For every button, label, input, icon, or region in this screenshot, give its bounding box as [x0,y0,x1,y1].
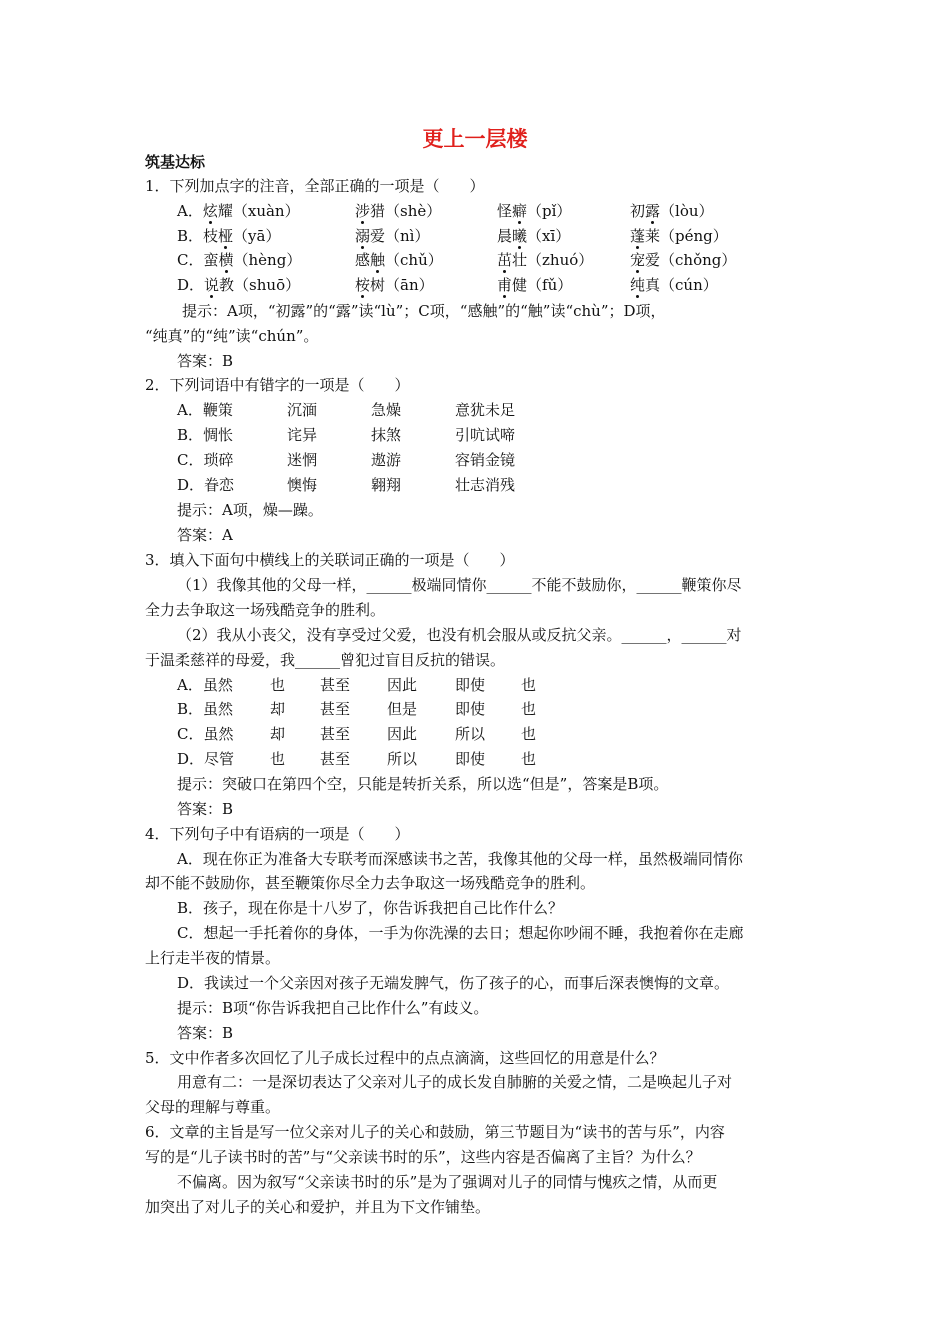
option-cell: 即使 [455,750,486,768]
question-5-answer-cont: 父母的理解与尊重。 [145,1098,281,1116]
question-1-answer: 答案：B [177,352,234,370]
question-4-option-b: B．孩子，现在你是十八岁了，你告诉我把自己比作什么？ [177,899,564,917]
question-3-stem: 3．填入下面句中横线上的关联词正确的一项是（ ） [145,551,515,569]
option-cell: D．尽管 [177,750,235,768]
option-d-1: D．说教（shuō） [177,276,301,294]
option-cell: 诧异 [287,426,318,444]
option-cell: 甚至 [320,750,351,768]
option-cell: 意犹未足 [455,401,516,419]
question-2-answer: 答案：A [177,526,233,544]
option-cell: C．虽然 [177,725,234,743]
option-c-3: 茁壮（zhuó） [497,251,594,269]
question-4-answer: 答案：B [177,1024,234,1042]
option-cell: 也 [521,700,537,718]
option-cell: 急燥 [371,401,402,419]
option-cell: D．眷恋 [177,476,235,494]
option-cell: C．琐碎 [177,451,234,469]
option-cell: 却 [270,725,286,743]
option-d-4: 纯真（cún） [630,276,718,294]
option-a-1: A．炫耀（xuàn） [177,202,300,220]
option-b-1: B．枝桠（yā） [177,227,281,245]
option-cell: 甚至 [320,700,351,718]
question-6-answer: 不偏离。因为叙写“父亲读书时的乐”是为了强调对儿子的同情与愧疚之情，从而更 [177,1173,718,1191]
option-cell: 所以 [455,725,486,743]
option-cell: 因此 [387,676,418,694]
option-cell: 甚至 [320,676,351,694]
option-cell: 壮志消残 [455,476,516,494]
question-4-option-a: A．现在你正为准备大专联考而深感读书之苦，我像其他的父母一样，虽然极端同情你 [177,850,743,868]
option-c-2: 感触（chǔ） [355,251,443,269]
option-cell: 遨游 [371,451,402,469]
question-4-stem: 4．下列句子中有语病的一项是（ ） [145,825,410,843]
option-d-3: 甫健（fǔ） [497,276,573,294]
option-a-4: 初露（lòu） [630,202,714,220]
question-1-stem: 1．下列加点字的注音，全部正确的一项是（ ） [145,177,485,195]
question-3-sentence-2-cont: 于温柔慈祥的母爱，我______曾犯过盲目反抗的错误。 [145,651,506,669]
option-a-3: 怪癖（pǐ） [497,202,572,220]
option-b-3: 晨曦（xī） [497,227,571,245]
question-1-hint-cont: “纯真”的“纯”读“chún”。 [145,327,319,345]
option-cell: 也 [521,676,537,694]
question-4-option-c-cont: 上行走半夜的情景。 [145,949,281,967]
question-6-answer-cont: 加突出了对儿子的关心和爱护，并且为下文作铺垫。 [145,1198,491,1216]
option-cell: B．惆怅 [177,426,234,444]
option-b-4: 蓬莱（péng） [630,227,728,245]
option-c-1: C．蛮横（hèng） [177,251,302,269]
option-b-2: 溺爱（nì） [355,227,430,245]
question-3-sentence-1: （1）我像其他的父母一样，______极端同情你______不能不鼓励你，______鞭策你尽 [177,576,742,594]
question-4-option-a-cont: 却不能不鼓励你，甚至鞭策你尽全力去争取这一场残酷竞争的胜利。 [145,874,596,892]
option-cell: 也 [270,750,286,768]
question-2-hint: 提示：A项，燥—躁。 [177,501,323,519]
question-3-sentence-2: （2）我从小丧父，没有享受过父爱，也没有机会服从或反抗父亲。______，______对 [177,626,742,644]
option-cell: 容销金镜 [455,451,516,469]
option-cell: 即使 [455,700,486,718]
option-cell: 迷惘 [287,451,318,469]
option-cell: 但是 [387,700,418,718]
question-5-stem: 5．文中作者多次回忆了儿子成长过程中的点点滴滴，这些回忆的用意是什么？ [145,1049,665,1067]
question-4-option-d: D．我读过一个父亲因对孩子无端发脾气，伤了孩子的心，而事后深表懊悔的文章。 [177,974,730,992]
option-cell: 抹煞 [371,426,402,444]
question-4-hint: 提示：B项“你告诉我把自己比作什么”有歧义。 [177,999,489,1017]
option-c-4: 宠爱（chǒng） [630,251,737,269]
option-cell: 翱翔 [371,476,402,494]
option-cell: 因此 [387,725,418,743]
option-cell: 也 [521,725,537,743]
question-6-stem: 6．文章的主旨是写一位父亲对儿子的关心和鼓励，第三节题目为“读书的苦与乐”，内容 [145,1123,725,1141]
question-1-hint: 提示：A项，“初露”的“露”读“lù”；C项，“感触”的“触”读“chù”；D项， [182,302,666,320]
section-heading: 筑基达标 [145,153,206,171]
option-cell: B．虽然 [177,700,234,718]
question-6-stem-cont: 写的是“儿子读书时的苦”与“父亲读书时的乐”，这些内容是否偏离了主旨？为什么？ [145,1148,701,1166]
option-cell: A．鞭策 [177,401,233,419]
option-cell: A．虽然 [177,676,233,694]
question-3-sentence-1-cont: 全力去争取这一场残酷竞争的胜利。 [145,601,386,619]
question-3-hint: 提示：突破口在第四个空，只能是转折关系，所以选“但是”，答案是B项。 [177,775,669,793]
question-2-stem: 2．下列词语中有错字的一项是（ ） [145,376,410,394]
question-4-option-c: C．想起一手托着你的身体，一手为你洗澡的去日；想起你吵闹不睡，我抱着你在走廊 [177,924,744,942]
option-cell: 引吭试啼 [455,426,516,444]
option-cell: 却 [270,700,286,718]
option-a-2: 涉猎（shè） [355,202,442,220]
option-cell: 即使 [455,676,486,694]
option-cell: 沉湎 [287,401,318,419]
option-cell: 也 [521,750,537,768]
option-cell: 也 [270,676,286,694]
question-5-answer: 用意有二：一是深切表达了父亲对儿子的成长发自肺腑的关爱之情，二是唤起儿子对 [177,1073,733,1091]
option-cell: 甚至 [320,725,351,743]
option-d-2: 桉树（ān） [355,276,434,294]
question-3-answer: 答案：B [177,800,234,818]
option-cell: 懊悔 [287,476,318,494]
option-cell: 所以 [387,750,418,768]
page-title: 更上一层楼 [422,127,528,151]
